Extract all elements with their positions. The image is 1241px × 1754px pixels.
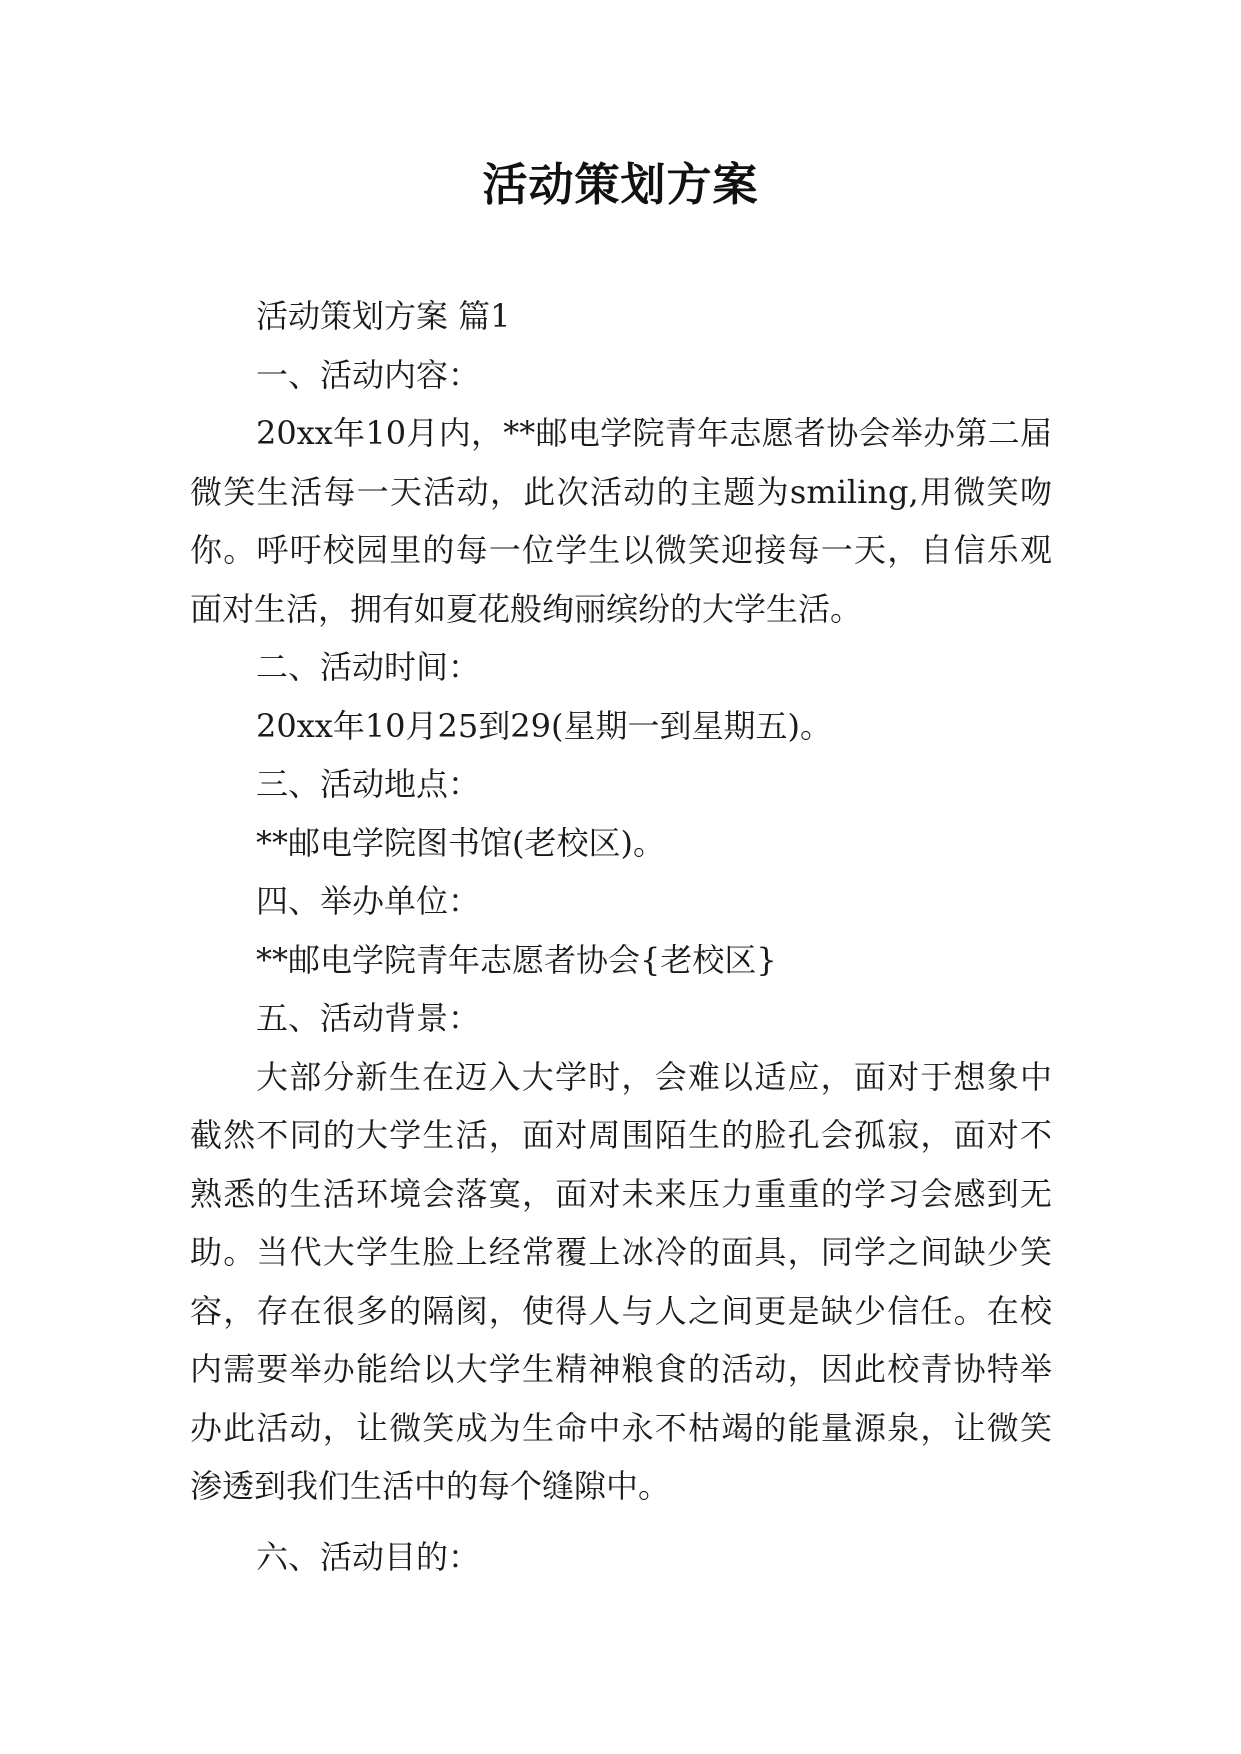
paragraph-activity-location: **邮电学院图书馆(老校区)。 xyxy=(256,823,665,862)
heading-background: 五、活动背景： xyxy=(256,999,481,1037)
paragraph-organizer: **邮电学院青年志愿者协会{老校区} xyxy=(256,940,777,979)
heading-activity-location: 三、活动地点： xyxy=(256,765,481,803)
section-heading-part1: 活动策划方案 篇1 xyxy=(256,297,511,335)
heading-purpose: 六、活动目的： xyxy=(256,1537,481,1576)
document-title: 活动策划方案 xyxy=(482,158,759,211)
heading-activity-time: 二、活动时间： xyxy=(256,648,481,686)
heading-activity-content: 一、活动内容： xyxy=(256,355,481,394)
document-body xyxy=(190,287,1052,1586)
paragraph-activity-content: 20xx年10月内，**邮电学院青年志愿者协会举办第二届微笑生活每一天活动，此次活动的主题为smiling,用微笑吻你。呼吁校园里的每一位学生以微笑迎接每一天，自信乐观面对生活，拥有如夏花般绚丽缤纷的大学生活。 xyxy=(190,414,1052,628)
heading-organizer: 四、举办单位： xyxy=(256,882,481,920)
paragraph-activity-time: 20xx年10月25到29(星期一到星期五)。 xyxy=(256,706,832,745)
paragraph-background: 大部分新生在迈入大学时，会难以适应，面对于想象中截然不同的大学生活，面对周围陌生的脸孔会孤寂，面对不熟悉的生活环境会落寞，面对未来压力重重的学习会感到无助。当代大学生脸上经常覆上冰冷的面具，同学之间缺少笑容，存在很多的隔阂，使得人与人之间更是缺少信任。在校内需要举办能给以大学生精神粮食的活动，因此校青协特举办此活动，让微笑成为生命中永不枯竭的能量源泉，让微笑渗透到我们生活中的每个缝隙中。 xyxy=(190,1057,1052,1505)
